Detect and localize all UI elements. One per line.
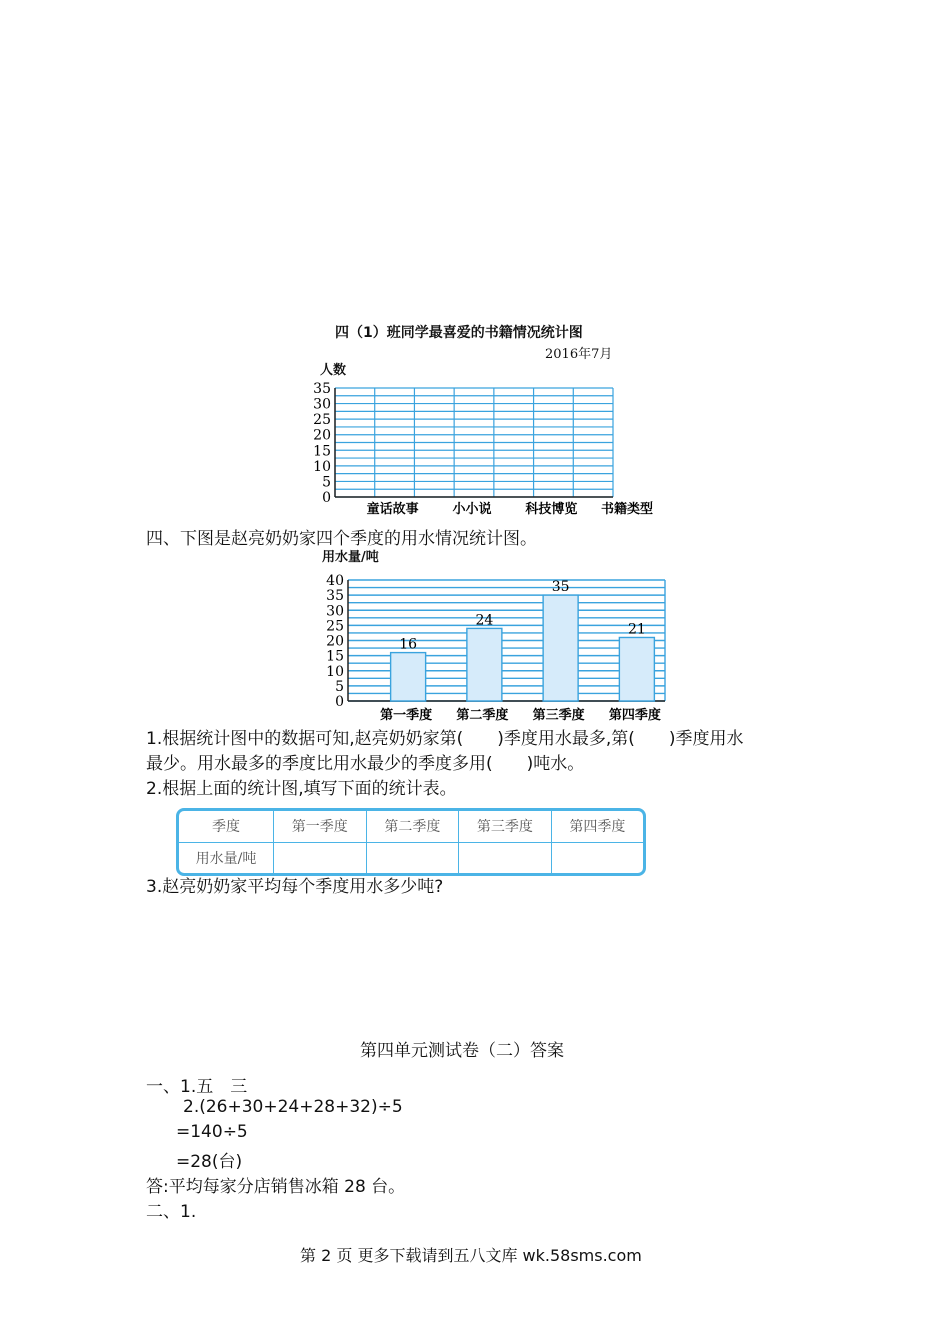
chart2-bar [619, 637, 654, 701]
table-cell-blank[interactable] [459, 842, 552, 873]
table-cell-blank[interactable] [366, 842, 459, 873]
chart1-ytick-label: 20 [313, 427, 331, 444]
chart2-ylabel: 用水量/吨 [322, 550, 379, 565]
table-header-row [179, 811, 643, 842]
chart1-xlabels [367, 501, 653, 517]
chart2-ytick-label: 10 [326, 663, 344, 680]
answer-line-1: 一、1.五 三 [146, 1077, 248, 1097]
table-row [179, 842, 643, 873]
chart2-yticks [326, 573, 344, 710]
table-header-cell: 季度 [179, 811, 274, 842]
chart1-ytick-label: 25 [313, 412, 331, 429]
chart1-title: 四（1）班同学最喜爱的书籍情况统计图 [335, 325, 583, 341]
question-1-line1: 1.根据统计图中的数据可知,赵亮奶奶家第( )季度用水最多,第( )季度用水 [146, 729, 744, 749]
chart1-category-label: 童话故事 [366, 502, 419, 517]
chart1-ytick-label: 35 [313, 381, 331, 397]
chart1-xaxis-label: 书籍类型 [600, 502, 654, 517]
table-cell-blank[interactable] [551, 842, 643, 873]
answer-line-4: =28(台) [176, 1152, 243, 1172]
chart2-ytick-label: 5 [335, 678, 344, 695]
chart2-xlabels [380, 707, 661, 723]
table-header-cell: 第三季度 [459, 811, 552, 842]
chart2-ytick-label: 20 [326, 633, 344, 650]
table-header-cell: 第四季度 [551, 811, 643, 842]
table-cell-blank[interactable] [274, 842, 367, 873]
chart1-ytick-label: 5 [322, 474, 331, 491]
chart2-bar [467, 628, 502, 701]
chart2-bar-value-label: 35 [551, 579, 570, 596]
table-header-cell: 第二季度 [366, 811, 459, 842]
question-1-line2: 最少。用水最多的季度比用水最少的季度多用( )吨水。 [146, 754, 585, 774]
chart1-grid [335, 388, 613, 497]
chart2-ytick-label: 25 [326, 618, 344, 635]
question-2: 2.根据上面的统计图,填写下面的统计表。 [146, 779, 457, 799]
chart2-category-label: 第二季度 [456, 708, 509, 723]
table-row-label: 用水量/吨 [179, 842, 274, 873]
chart2-bar-value-label: 21 [627, 621, 646, 638]
chart2-bar-value-label: 24 [475, 612, 494, 629]
chart1-date: 2016年7月 [545, 347, 613, 362]
page-footer: 第 2 页 更多下载请到五八文库 wk.58sms.com [300, 1246, 642, 1265]
answers-title: 第四单元测试卷（二）答案 [360, 1041, 564, 1061]
answer-line-2: 2.(26+30+24+28+32)÷5 [183, 1097, 403, 1117]
chart2-category-label: 第四季度 [608, 708, 661, 723]
chart2-ytick-label: 35 [326, 588, 344, 605]
chart1-ylabel: 人数 [320, 363, 347, 378]
table-header-cell: 第一季度 [274, 811, 367, 842]
water-usage-table [176, 808, 646, 876]
answer-line-3: =140÷5 [176, 1122, 248, 1142]
chart2-bar-value-label: 16 [399, 636, 418, 653]
chart1-yticks [313, 381, 331, 506]
chart1-ytick-label: 30 [313, 396, 331, 413]
section4-heading: 四、下图是赵亮奶奶家四个季度的用水情况统计图。 [146, 529, 537, 549]
answer-line-5: 答:平均每家分店销售冰箱 28 台。 [146, 1177, 406, 1197]
answer-line-6: 二、1. [146, 1202, 197, 1222]
chart2-ytick-label: 15 [326, 648, 344, 665]
chart2-ytick-label: 40 [326, 573, 344, 589]
chart1-ytick-label: 15 [313, 443, 331, 460]
chart1-svg [300, 378, 680, 520]
chart2-ytick-label: 30 [326, 603, 344, 620]
chart2-ytick-label: 0 [335, 694, 344, 710]
chart2-category-label: 第三季度 [532, 708, 585, 723]
question-3: 3.赵亮奶奶家平均每个季度用水多少吨? [146, 877, 444, 897]
chart1-ytick-label: 0 [322, 490, 331, 506]
chart2-category-label: 第一季度 [380, 708, 433, 723]
chart1-category-label: 小小说 [452, 502, 492, 517]
chart1-category-label: 科技博览 [525, 502, 578, 517]
chart1-ytick-label: 10 [313, 458, 331, 475]
chart2-bar [391, 653, 426, 701]
chart2-bar [543, 595, 578, 701]
chart2-svg [300, 566, 680, 724]
